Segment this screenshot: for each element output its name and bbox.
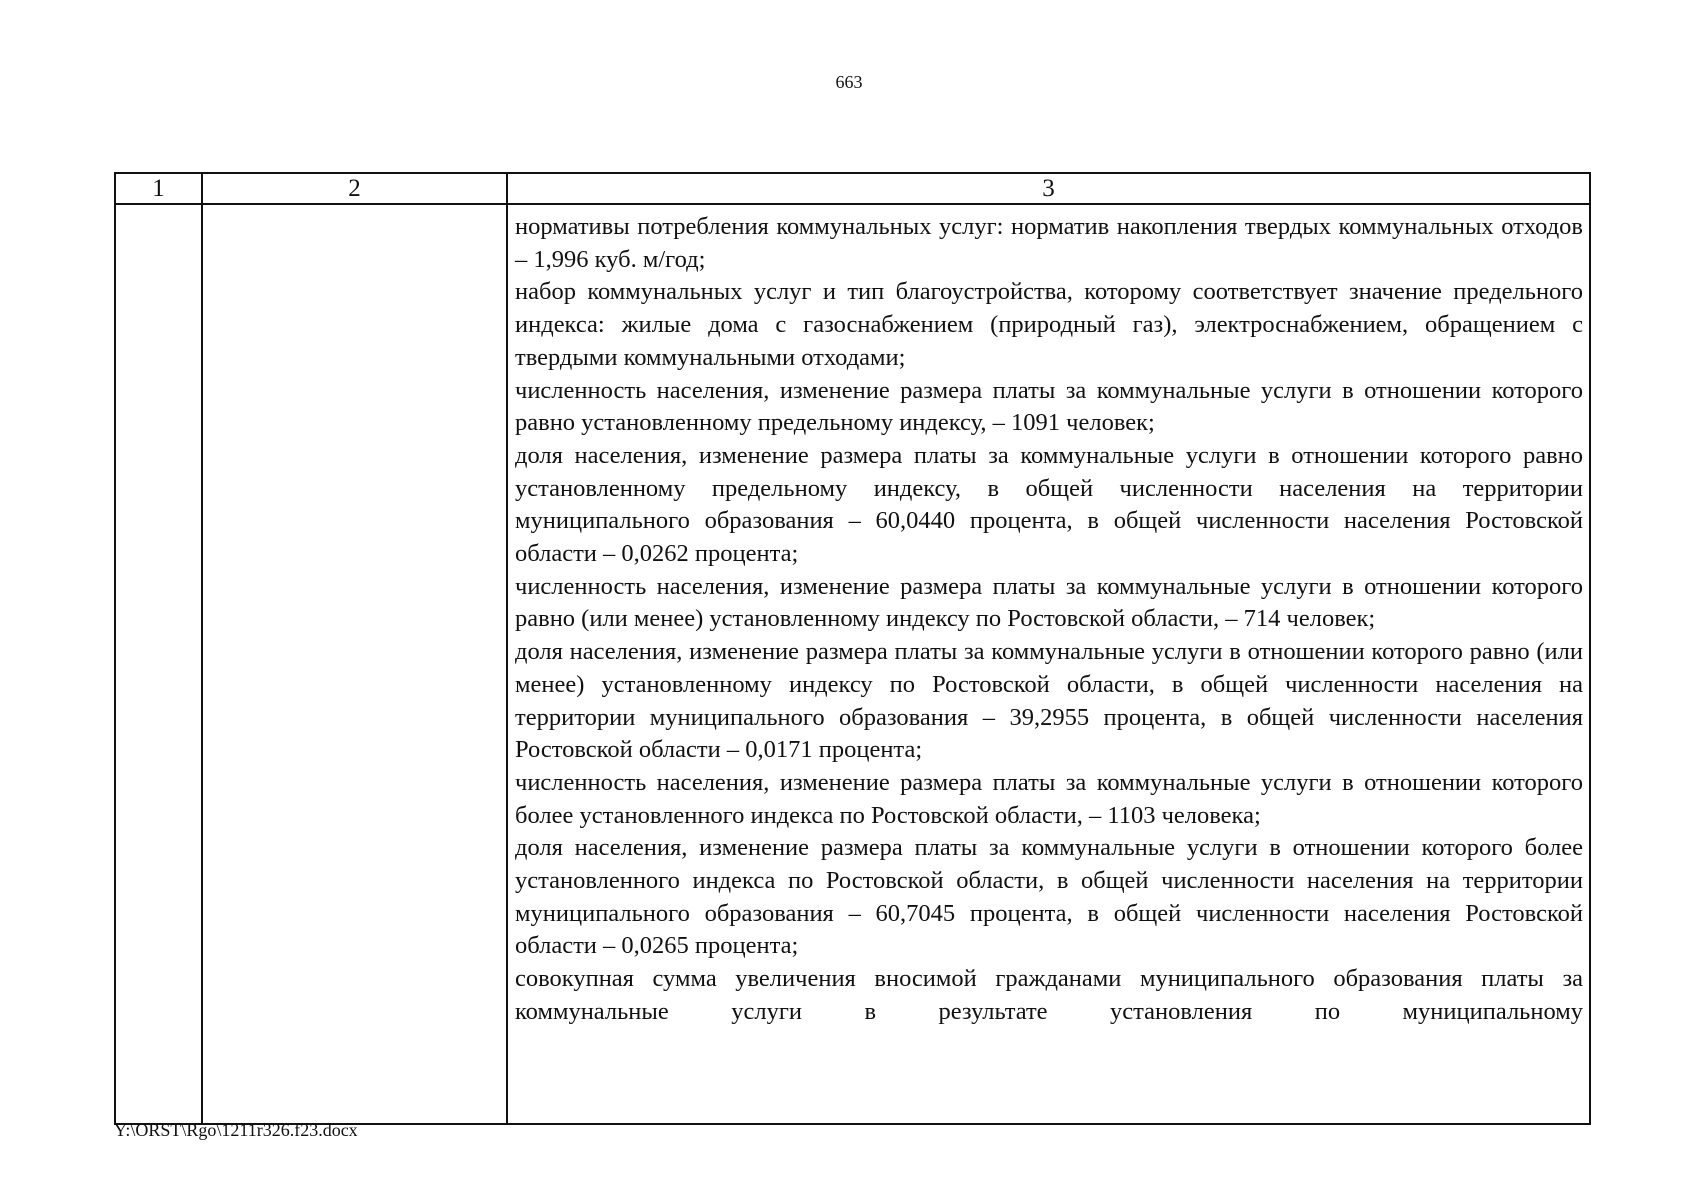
paragraph-share-equal: доля населения, изменение размера платы за коммунальные услуги в отношении которого равно установленному предельному индексу, в общей численности населения на территории муниципального образования – 60,0440 процента, в общей численности населения Ростовской области – 0,0262 процента; bbox=[515, 441, 1583, 568]
cell-col-3 bbox=[507, 204, 1590, 1124]
table-row bbox=[115, 204, 1590, 1124]
paragraph-share-more: доля населения, изменение размера платы за коммунальные услуги в отношении которого более установленного индекса по Ростовской области, в общей численности населения на территории муниципального образования – 60,7045 процента, в общей численности населения Ростовской области – 0,0265 процента; bbox=[515, 834, 1583, 960]
content-table bbox=[114, 172, 1591, 1125]
cell-col-2 bbox=[202, 204, 507, 1124]
paragraph-share-less: доля населения, изменение размера платы за коммунальные услуги в отношении которого равно (или менее) установленному индексу по Ростовской области, в общей численности населения на территории муниципального образования – 39,2955 процента, в общей численности населения Ростовской области – 0,0171 процента; bbox=[515, 638, 1583, 764]
header-col-1: 1 bbox=[115, 173, 202, 204]
footer-file-path: Y:\ORST\Rgo\1211r326.f23.docx bbox=[114, 1120, 358, 1140]
paragraph-service-set: набор коммунальных услуг и тип благоустройства, которому соответствует значение предельного индекса: жилые дома с газоснабжением (природный газ), электроснабжением, обращением с твердыми коммунальными отходами; bbox=[515, 278, 1583, 371]
paragraph-population-less: численность населения, изменение размера платы за коммунальные услуги в отношении которого равно (или менее) установленному индексу по Ростовской области, – 714 человек; bbox=[515, 572, 1583, 633]
paragraph-population-more: численность населения, изменение размера платы за коммунальные услуги в отношении которого более установленного индекса по Ростовской области, – 1103 человека; bbox=[515, 768, 1583, 829]
paragraph-population-equal: численность населения, изменение размера платы за коммунальные услуги в отношении которого равно установленному предельному индексу, – 1091 человек; bbox=[515, 376, 1583, 437]
header-col-3: 3 bbox=[507, 173, 1590, 204]
header-col-2: 2 bbox=[202, 173, 507, 204]
paragraph-total-increase: совокупная сумма увеличения вносимой гражданами муниципального образования платы за коммунальные услуги в результате установления по муниципальному bbox=[515, 965, 1583, 1025]
page-number: 663 bbox=[835, 72, 863, 92]
paragraph-consumption-norms: нормативы потребления коммунальных услуг: норматив накопления твердых коммунальных отходов – 1,996 куб. м/год; bbox=[515, 213, 1583, 273]
table-header-row bbox=[115, 173, 1590, 204]
cell-col-1 bbox=[115, 204, 202, 1124]
